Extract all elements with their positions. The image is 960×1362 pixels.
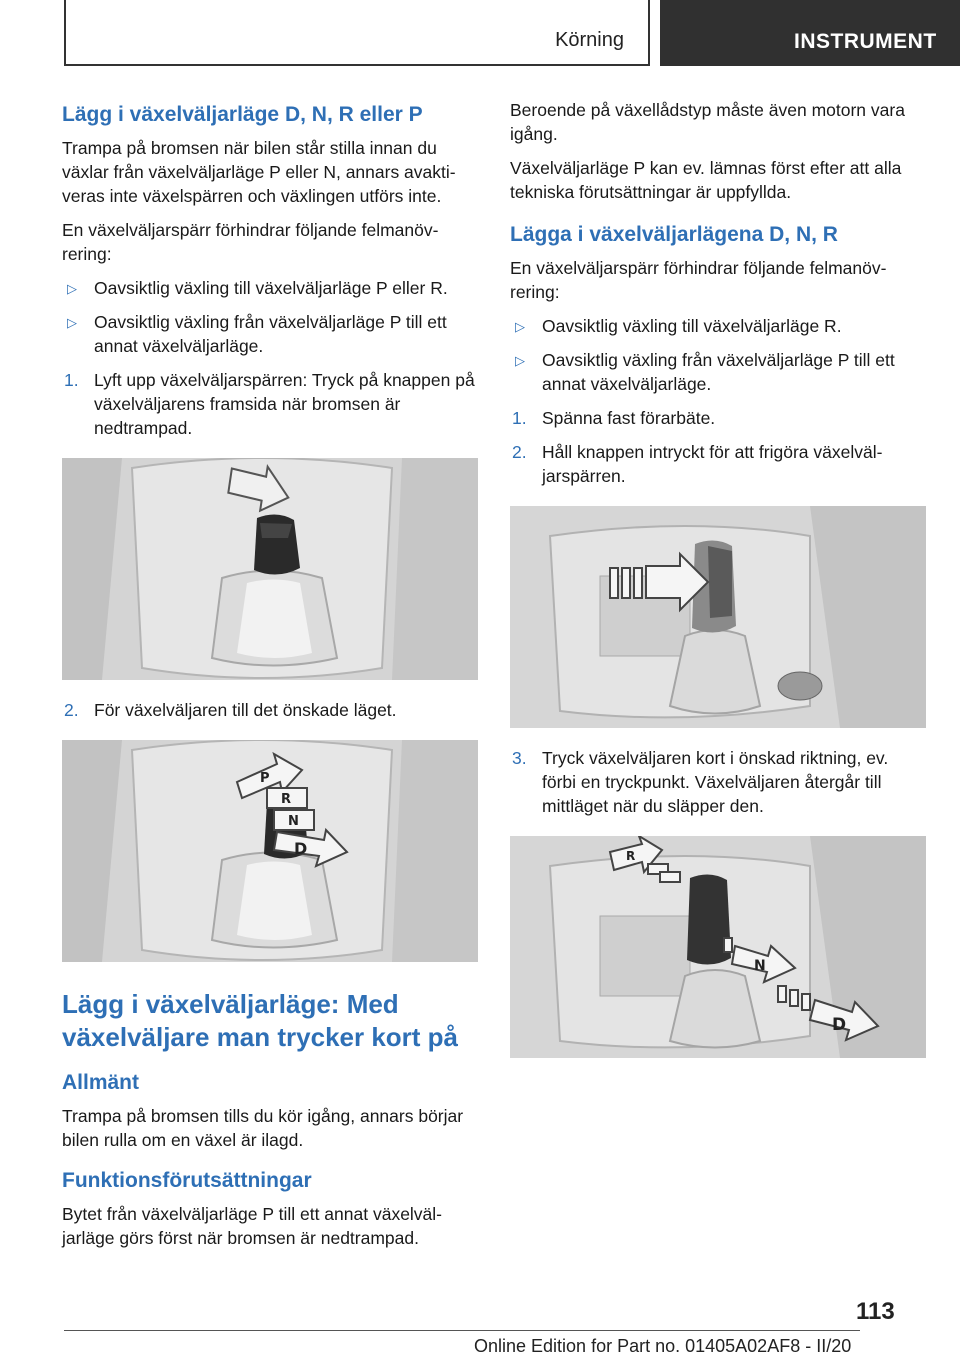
header-section-box [64,0,650,66]
gear-positions-figure [62,740,478,962]
gear-push-directions-figure [510,836,926,1058]
step-item [510,746,926,818]
heading-select-d-n-r: Lägga i växelväljarlägena D, N, R [510,223,838,246]
step-item [62,698,478,722]
bullet-text: Oavsiktlig växling till växelväljarläge R. [542,316,842,336]
gear-d-label: D [832,1015,847,1035]
triangle-bullet-icon: ▷ [515,319,525,334]
heading-select-position: Lägg i växelväljarläge D, N, R eller P [62,103,423,126]
bullet-text: Oavsiktlig växling från växelväljarläge P till ett annat växelväljarläge. [542,350,895,394]
gear-n-label: N [754,958,766,974]
gear-p-label: P [260,771,270,786]
bullet-text: Oavsiktlig växling till växelväljarläge P eller R. [94,278,448,298]
step-number: 1. [64,370,79,390]
step-item [510,406,926,430]
step-text: Håll knappen intryckt för att frigöra växelväl‐ jarspärren. [542,442,883,486]
step-item [510,440,926,488]
step-number: 2. [512,442,527,462]
footer-divider [64,1330,860,1331]
bullet-item [510,348,926,396]
step-item [62,368,478,440]
step-number: 1. [512,408,527,428]
bullet-text: Oavsiktlig växling från växelväljarläge P till ett annat växelväljarläge. [94,312,447,356]
paragraph: Bytet från växelväljarläge P till ett annat växelväl‐ jarläge görs först när bromsen är nedtrampad. [62,1204,443,1248]
subheading-general: Allmänt [62,1071,140,1094]
right-column [510,98,926,1076]
gear-selector-button-figure [62,458,478,680]
step-number: 2. [64,700,79,720]
paragraph: En växelväljarspärr förhindrar följande felmanöv‐ rering: [62,220,439,264]
subheading-requirements: Funktionsförutsättningar [62,1169,312,1192]
heading-short-press-selector: Lägg i växelväljarläge: Med växelväljare man trycker kort på [62,989,459,1052]
gear-r-label: R [281,792,292,807]
bullet-item [62,276,478,300]
triangle-bullet-icon: ▷ [67,315,77,330]
paragraph: Växelväljarläge P kan ev. lämnas först efter att alla tekniska förutsättningar är uppfyllda. [510,158,902,202]
step-text: För växelväljaren till det önskade läget. [94,700,397,720]
step-number: 3. [512,748,527,768]
step-text: Lyft upp växelväljarspärren: Tryck på knappen på växelväljarens framsida när bromsen är nedtrampad. [94,370,475,438]
triangle-bullet-icon: ▷ [67,281,77,296]
header-section-title: Körning [555,29,624,51]
gear-r-label: R [626,849,636,863]
bullet-item [510,314,926,338]
left-column [62,98,478,1260]
triangle-bullet-icon: ▷ [515,353,525,368]
step-text: Tryck växelväljaren kort i önskad riktning, ev. förbi en tryckpunkt. Växelväljaren återgår till mittläget när du släpper den. [542,748,889,816]
gear-d-label: D [294,839,308,858]
header-chapter-title: INSTRUMENT [794,30,937,53]
gear-selector-release-figure [510,506,926,728]
paragraph: Beroende på växellådstyp måste även motorn vara igång. [510,100,905,144]
paragraph: Trampa på bromsen när bilen står stilla innan du växlar från växelväljarläge P eller N, annars avakti‐ veras inte växelspärren och växlingen utförs inte. [62,138,456,206]
paragraph: En växelväljarspärr förhindrar följande felmanöv‐ rering: [510,258,887,302]
footer-edition: Online Edition for Part no. 01405A02AF8 - II/20 [474,1336,852,1356]
header-chapter-tab [660,0,960,66]
step-text: Spänna fast förarbäte. [542,408,716,428]
bullet-item [62,310,478,358]
paragraph: Trampa på bromsen tills du kör igång, annars börjar bilen rulla om en växel är ilagd. [62,1106,464,1150]
page-number: 113 [856,1298,895,1325]
gear-n-label: N [288,814,299,829]
